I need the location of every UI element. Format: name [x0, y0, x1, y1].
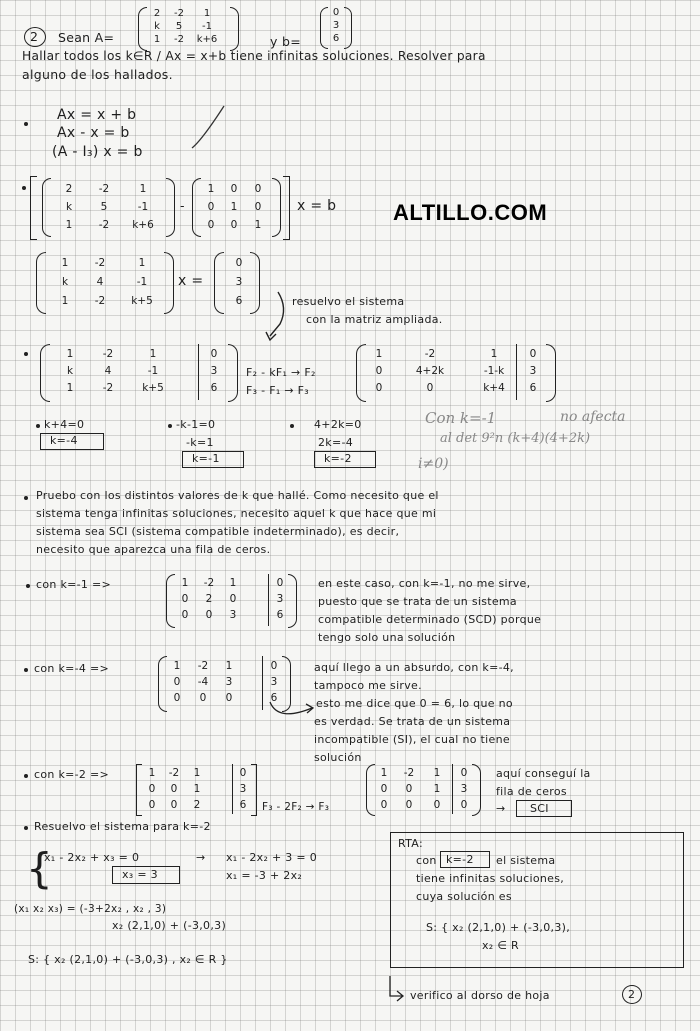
step4-right-aug: 0 3 6	[529, 348, 537, 394]
step4-op1: F₂ - kF₁ → F₂	[246, 366, 316, 379]
step4-left-aug-bar	[198, 344, 199, 400]
case3-label: con k=-2 =>	[34, 768, 110, 781]
case3-text-1: aquí conseguí la	[496, 767, 591, 780]
bullet	[24, 668, 28, 672]
bullet	[24, 496, 28, 500]
case1-label: con k=-1 =>	[36, 578, 112, 591]
step4-right-paren-l	[356, 344, 366, 402]
step2-matrix-a: 2 -2 1 k 5 -1 1 -2 k+6	[65, 183, 154, 231]
root-b-result: k=-1	[192, 452, 220, 465]
root-c-eq: 4+2k=0	[314, 418, 362, 431]
problem-number: 2	[30, 29, 39, 44]
solve-eq-1b: x₁ - 2x₂ + 3 = 0	[226, 851, 318, 864]
step3-vec-paren-left	[214, 252, 224, 314]
vector-b-paren-left	[320, 7, 328, 49]
bullet	[24, 774, 28, 778]
case1-matrix: 1 -2 1 0 2 0 0 0 3	[181, 577, 237, 621]
step2-mat-i-paren-right	[272, 178, 281, 237]
case3-matrix-2: 1 -2 1 0 0 1 0 0 0	[380, 767, 441, 811]
and-b-label: y b=	[270, 34, 301, 49]
case1-aug-bar	[268, 574, 269, 626]
step2-identity-matrix: 1 0 0 0 1 0 0 0 1	[207, 183, 262, 231]
statement-line-2: alguno de los hallados.	[22, 67, 173, 82]
case1-text-2: puesto que se trata de un sistema	[318, 595, 517, 608]
answer-line-2: tiene infinitas soluciones,	[416, 872, 565, 885]
root-a-result: k=-4	[50, 434, 78, 447]
step4-right-aug-bar	[516, 344, 517, 400]
case1-text-4: tengo solo una solución	[318, 631, 456, 644]
footer-number: 2	[628, 988, 636, 1001]
intro-prefix: Sean A=	[58, 30, 115, 45]
bullet	[22, 186, 26, 190]
matrix-a: 2 -2 1 k 5 -1 1 -2 k+6	[153, 8, 218, 45]
curved-arrow-icon	[264, 696, 320, 726]
bullet	[24, 352, 28, 356]
case3-mat2-aug-bar	[452, 764, 453, 814]
step3-note-2: con la matriz ampliada.	[306, 313, 443, 326]
watermark-logo: ALTILLO.COM	[393, 200, 548, 225]
step3-vec-paren-right	[250, 252, 260, 314]
step4-op2: F₃ - F₁ → F₃	[246, 384, 309, 397]
step3-matrix: 1 -2 1 k 4 -1 1 -2 k+5	[61, 257, 153, 307]
case3-bracket-r	[251, 764, 257, 816]
case1-text-3: compatible determinado (SCD) porque	[318, 613, 542, 626]
case2-text-3: esto me dice que 0 = 6, lo que no	[316, 697, 513, 710]
footer-arrow-icon	[384, 974, 408, 1004]
solve-arrow: →	[196, 851, 206, 864]
vector-b-paren-right	[344, 7, 352, 49]
solve-eq-2: x₃ = 3	[122, 868, 158, 881]
case3-text-arrow: →	[496, 802, 506, 815]
case2-aug: 0 3 6	[270, 660, 278, 704]
pencil-note-2: no afecta	[560, 409, 626, 425]
explain-line-2: sistema tenga infinitas soluciones, necesito aquel k que hace que mi	[36, 507, 437, 520]
step4-left-paren-l	[40, 344, 50, 402]
pencil-note-4: i≠0)	[418, 456, 449, 472]
root-a-eq: k+4=0	[44, 418, 85, 431]
answer-rta: RTA:	[398, 837, 423, 850]
case3-matrix: 1 -2 1 0 0 1 0 0 2	[148, 767, 201, 811]
answer-k: k=-2	[446, 853, 474, 866]
root-b-eq: -k-1=0	[176, 418, 216, 431]
case3-text-sci: SCI	[530, 802, 549, 815]
answer-set-2: x₂ ∈ R	[482, 939, 519, 952]
solve-set: S: { x₂ (2,1,0) + (-3,0,3) , x₂ ∈ R }	[28, 953, 228, 966]
step3-mat-paren-left	[36, 252, 46, 314]
case1-aug: 0 3 6	[276, 577, 284, 621]
case3-aug-2: 0 3 0	[460, 767, 468, 811]
bullet	[24, 826, 28, 830]
explain-line-3: sistema sea SCI (sistema compatible indeterminado), es decir,	[36, 525, 400, 538]
case2-text-5: incompatible (SI), el cual no tiene	[314, 733, 510, 746]
case2-text-4: es verdad. Se trata de un sistema	[314, 715, 511, 728]
solve-vector-1: (x₁ x₂ x₃) = (-3+2x₂ , x₂ , 3)	[14, 903, 167, 915]
solve-eq-2b: x₁ = -3 + 2x₂	[226, 869, 303, 882]
step4-right-matrix: 1 -2 1 0 4+2k -1-k 0 0 k+4	[375, 348, 505, 394]
explain-line-1: Pruebo con los distintos valores de k que hallé. Como necesito que el	[36, 489, 439, 502]
step4-right-paren-r	[546, 344, 556, 402]
answer-set-1: S: { x₂ (2,1,0) + (-3,0,3),	[426, 921, 571, 934]
root-c-result: k=-2	[324, 452, 352, 465]
case3-op: F₃ - 2F₂ → F₃	[262, 801, 330, 813]
check-mark-icon	[188, 100, 228, 160]
case3-aug: 0 3 6	[239, 767, 247, 811]
case2-text-2: tampoco me sirve.	[314, 679, 422, 692]
bullet	[168, 424, 172, 428]
solve-system-brace: {	[26, 844, 54, 893]
explain-line-4: necesito que aparezca una fila de ceros.	[36, 543, 271, 556]
step1-line1: Ax = x + b	[57, 107, 137, 123]
step2-minus: -	[180, 198, 185, 213]
statement-line-1: Hallar todos los k∈R / Ax = x+b tiene infinitas soluciones. Resolver para	[22, 49, 486, 63]
bullet	[36, 424, 40, 428]
step3-x-eq: x =	[178, 273, 204, 289]
case3-mat2-paren-r	[472, 764, 481, 816]
pencil-note-1: Con k=-1	[425, 409, 497, 427]
step1-line2: Ax - x = b	[57, 125, 130, 141]
bullet	[24, 122, 28, 126]
answer-line-3: cuya solución es	[416, 890, 512, 903]
root-c-step: 2k=-4	[318, 436, 354, 449]
step4-left-paren-r	[228, 344, 238, 402]
case3-aug-bar	[232, 764, 233, 814]
step4-left-aug: 0 3 6	[210, 348, 218, 394]
case3-text-2: fila de ceros	[496, 785, 567, 798]
case2-label: con k=-4 =>	[34, 662, 110, 675]
step4-left-matrix: 1 -2 1 k 4 -1 1 -2 k+5	[66, 348, 164, 394]
step3-note-1: resuelvo el sistema	[292, 295, 405, 308]
solve-heading: Resuelvo el sistema para k=-2	[34, 820, 211, 833]
case2-text-6: solución	[314, 751, 362, 764]
case2-matrix: 1 -2 1 0 -4 3 0 0 0	[173, 660, 233, 704]
answer-line-1-prefix: con	[416, 854, 437, 867]
root-b-step: -k=1	[186, 436, 214, 449]
step1-line3: (A - I₃) x = b	[52, 144, 143, 160]
step3-vector: 0 3 6	[235, 257, 243, 307]
case2-aug-bar	[262, 656, 263, 710]
step2-mat-a-paren-left	[42, 178, 51, 237]
bullet	[26, 584, 30, 588]
step2-tail: x = b	[297, 198, 337, 214]
pencil-note-3: al det 9²n (k+4)(4+2k)	[440, 431, 591, 446]
step2-outer-bracket-right	[283, 176, 290, 240]
vector-b: 0 3 6	[332, 7, 340, 44]
step3-mat-paren-right	[164, 252, 174, 314]
step2-mat-a-paren-right	[166, 178, 175, 237]
answer-line-1-suffix: el sistema	[496, 854, 556, 867]
matrix-a-paren-right	[230, 7, 239, 51]
step2-outer-bracket-left	[30, 176, 37, 240]
solve-vector-2: x₂ (2,1,0) + (-3,0,3)	[112, 919, 227, 932]
solve-eq-1: x₁ - 2x₂ + x₃ = 0	[44, 851, 140, 864]
case2-text-1: aquí llego a un absurdo, con k=-4,	[314, 661, 514, 674]
footer-text: verifico al dorso de hoja	[410, 989, 550, 1002]
case1-text-1: en este caso, con k=-1, no me sirve,	[318, 577, 531, 590]
case1-paren-r	[288, 574, 297, 628]
bullet	[290, 424, 294, 428]
